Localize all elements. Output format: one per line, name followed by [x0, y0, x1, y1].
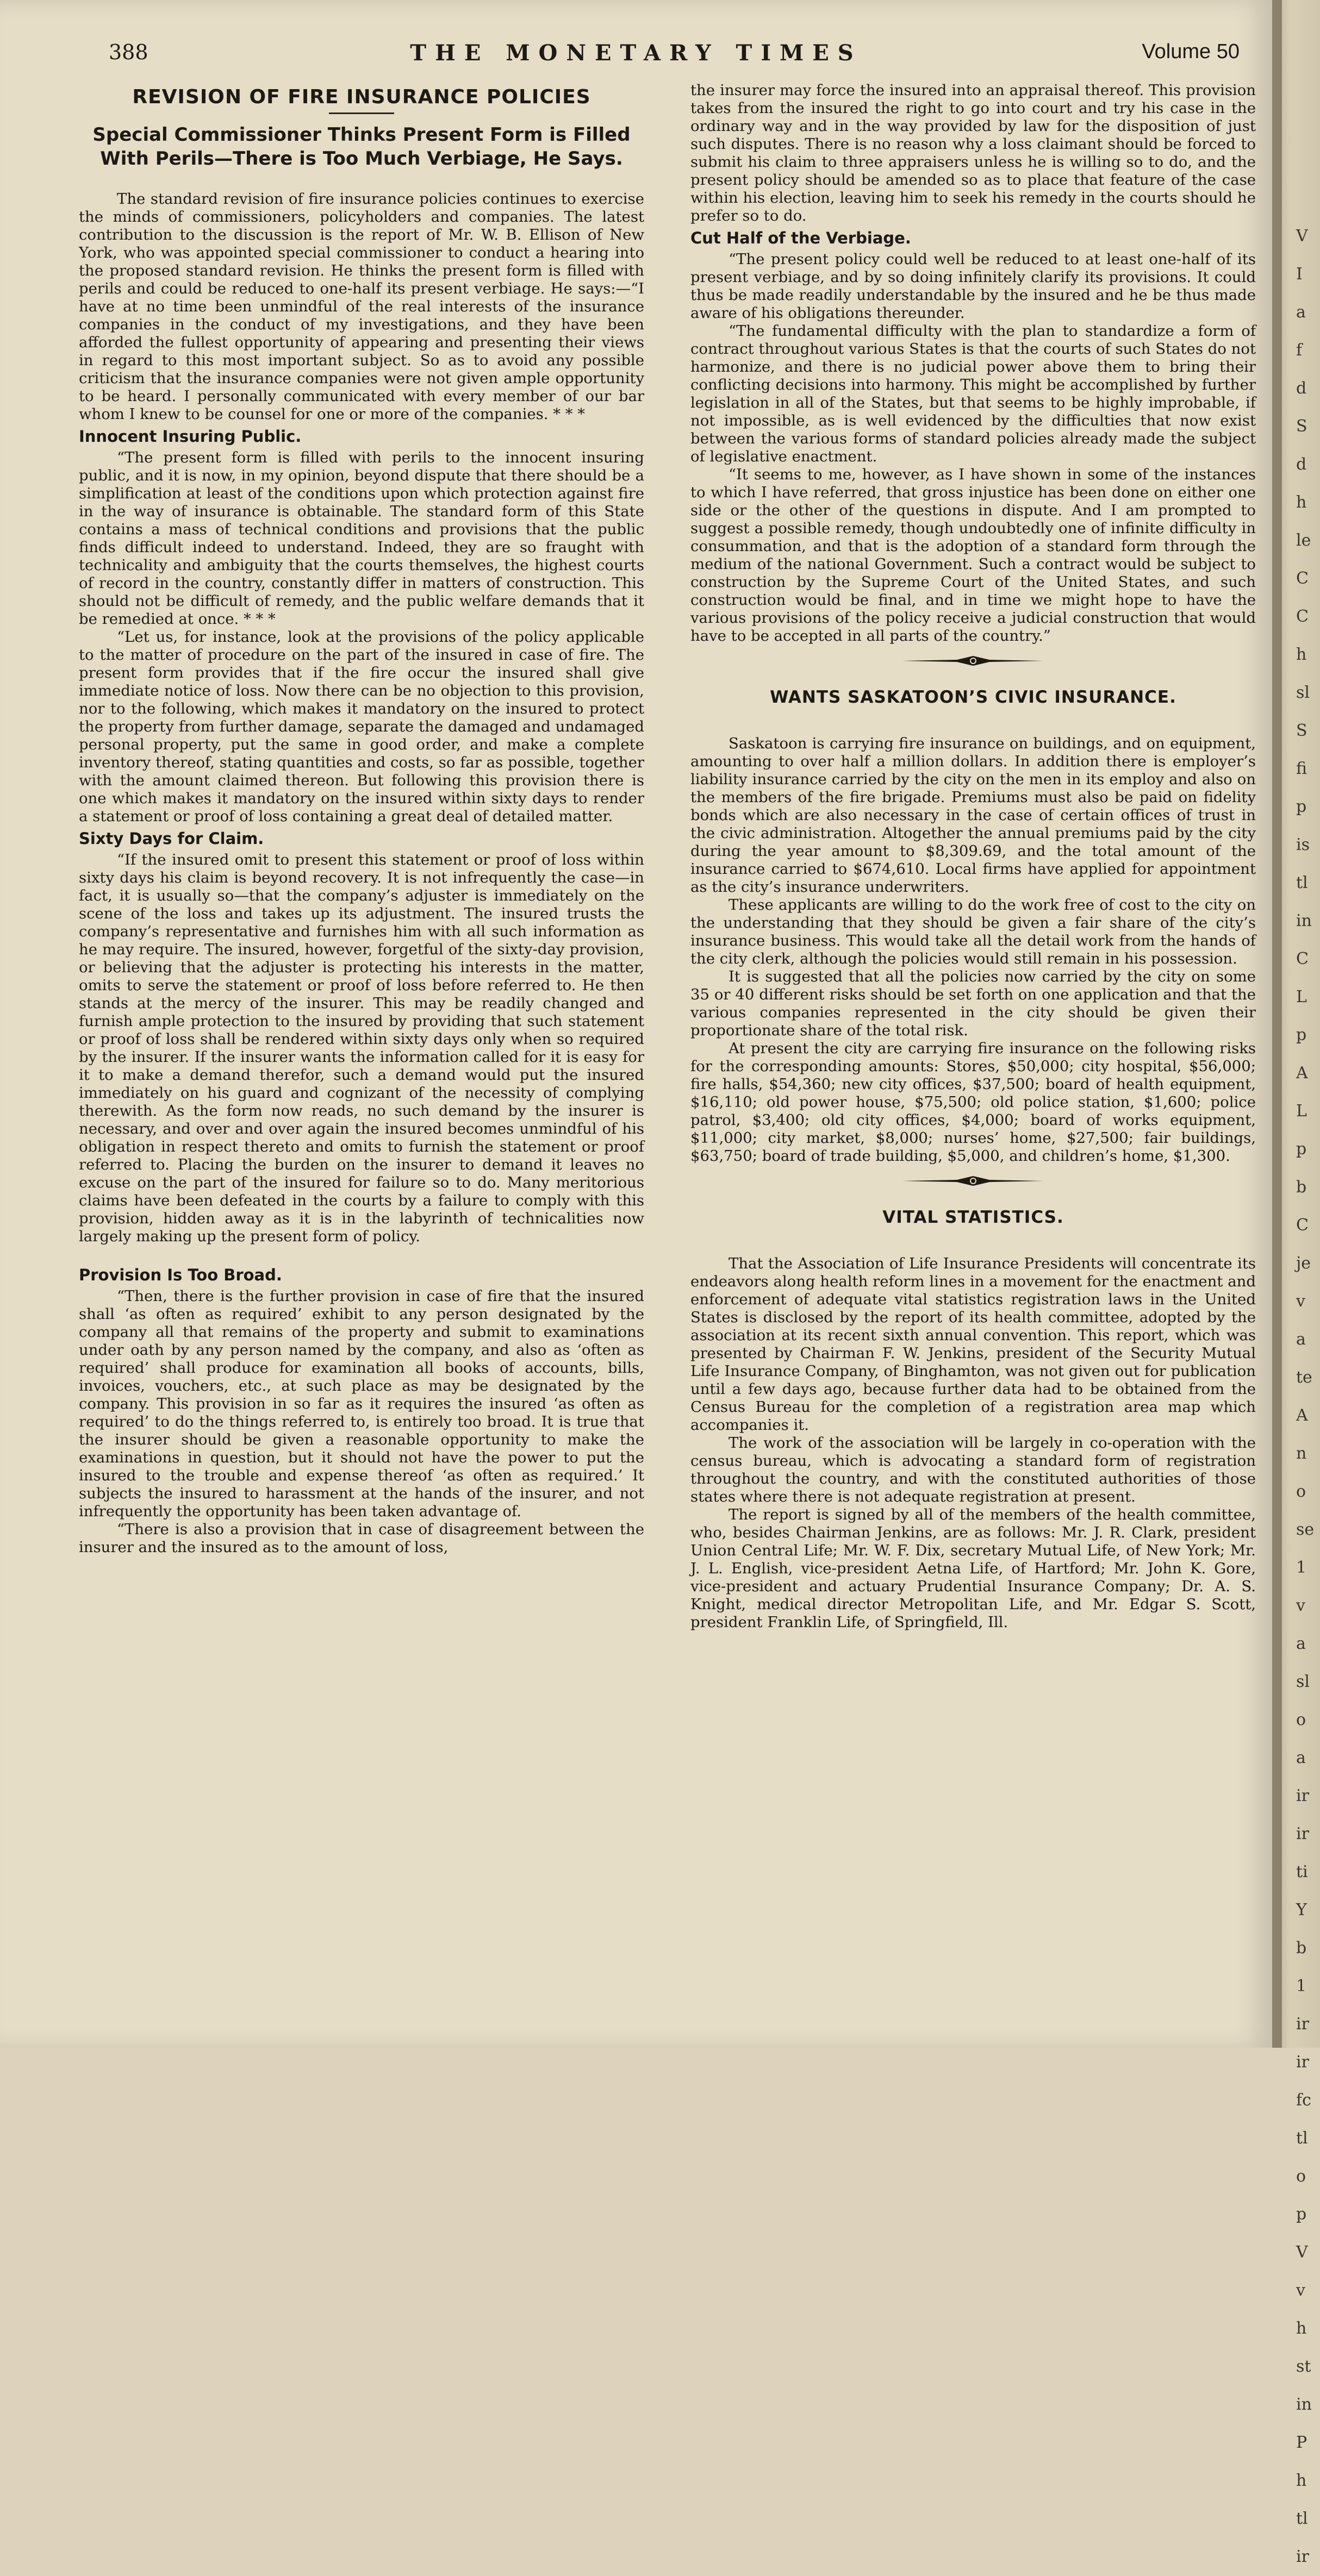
- facing-page-letter: ir: [1296, 1824, 1309, 1843]
- section-title-saskatoon: WANTS SASKATOON’S CIVIC INSURANCE.: [770, 687, 1176, 707]
- facing-page-letter: A: [1296, 1064, 1308, 1083]
- facing-page-letter: a: [1296, 1748, 1306, 1767]
- paragraph: the insurer may force the insured into an appraisal thereof. This provision takes from the insured the right to go into court and try his case in the ordinary way and in the way provided by law for the disposition of just such disputes. There is no reason why a loss claimant should be forced to submit his claim to three appraisers unless he is willing so to do, and the present policy should be amended so as to place that feature of the case within his election, leaving him to seek his remedy in the courts should he prefer so to do.: [690, 82, 1256, 224]
- section-title-vital-statistics: VITAL STATISTICS.: [882, 1208, 1064, 1227]
- facing-page-letter: C: [1296, 1216, 1309, 1235]
- paragraph: “The fundamental difficulty with the plan to standardize a form of contract throughout various States is that the courts of such States do not harmonize, and there is no judicial power above them to bring their conflicting decisions into harmony. This might be accomplished by further legislation in all of the States, but that seems to be highly improbable, if not impossible, as is well evidenced by the difficulties that now exist between the various forms of standard policies already made the subject of legislative enactment.: [690, 322, 1256, 465]
- facing-page-letter: je: [1296, 1254, 1311, 1273]
- facing-page-letter: h: [1296, 645, 1307, 664]
- facing-page-letter: ir: [1296, 1786, 1309, 1805]
- facing-page-letter: S: [1296, 721, 1307, 740]
- facing-page-letter: a: [1296, 303, 1306, 322]
- paragraph: At present the city are carrying fire insurance on the following risks for the corresponding amounts: Stores, $50,000; city hospital, $56,000; fire halls, $54,360; new city offices, $37,500; board of health equipment, $16,110; old power house, $75,500; old police station, $1,600; police patrol, $3,400; old city offices, $4,000; board of works equipment, $11,000; city market, $8,000; nurses’ home, $27,500; fair buildings, $63,750; board of trade building, $5,000, and children’s home, $1,300.: [690, 1040, 1256, 1165]
- facing-page-letter: v: [1296, 1292, 1305, 1311]
- facing-page-letter: L: [1296, 1102, 1307, 1121]
- facing-page-letter: v: [1296, 1596, 1305, 1615]
- paragraph: The work of the association will be largely in co-operation with the census bureau, which is advocating a standard form of registration throughout the country, and with the constituted authorities of those states where there is not adequate registration at present.: [690, 1434, 1256, 1505]
- paragraph: “If the insured omit to present this statement or proof of loss within sixty days his claim is beyond recovery. It is not infrequently the case—in fact, it is usually so—that the company’s adjuster is immediately on the scene of the loss and takes up its adjustment. The insured trusts the company’s representative and furnishes him with all such information as he may require. The insured, however, forgetful of the sixty-day provision, or believing that the adjuster is protecting his interests in the matter, omits to serve the statement or proof of loss before referred to. He then stands at the mercy of the insurer. This may be readily changed and furnish ample protection to the insured by providing that such statement or proof of loss shall be rendered within sixty days only when so required by the insurer. If the insurer wants the information called for it is easy for it to make a demand therefor, such a demand would put the insured immediately on his guard and cognizant of the necessity of complying therewith. As the form now reads, no such demand by the insurer is necessary, and over and over again the insured becomes unmindful of his obligation in respect thereto and omits to furnish the statement or proof referred to. Placing the burden on the insurer to demand it leaves no excuse on the part of the insured for failure so to do. Many meritorious claims have been defeated in the courts by a failure to comply with this provision, hidden away as it is in the labyrinth of technicalities now largely making up the present form of policy.: [79, 851, 644, 1245]
- facing-page-letter: n: [1296, 1444, 1307, 1463]
- facing-page-letter: 1: [1296, 1558, 1307, 1577]
- facing-page-letters: [1296, 217, 1314, 2576]
- facing-page-letter: L: [1296, 987, 1307, 1006]
- facing-page-letter: h: [1296, 493, 1307, 512]
- paragraph: These applicants are willing to do the work free of cost to the city on the understanding that they should be given a fair share of the city’s insurance business. This would take all the detail work from the hands of the city clerk, although the policies would still remain in his possession.: [690, 896, 1256, 967]
- facing-page-letter: p: [1296, 1026, 1307, 1045]
- facing-page-letter: P: [1296, 2433, 1307, 2452]
- paragraph: “The present policy could well be reduced to at least one-half of its present verbiage, and by so doing infinitely clarify its provisions. It could thus be made readily understandable by the insured and he be thus made aware of his obligations thereunder.: [690, 251, 1256, 322]
- facing-page-letter: v: [1296, 2281, 1305, 2300]
- facing-page-letter: fc: [1296, 2091, 1311, 2110]
- left-column: [79, 82, 644, 1556]
- article-title: REVISION OF FIRE INSURANCE POLICIES: [132, 86, 591, 108]
- facing-page-letter: p: [1296, 2205, 1307, 2224]
- paragraph: “Then, there is the further provision in case of fire that the insured shall ‘as often as required’ exhibit to any person designated by the company all that remains of the property and submit to examinations under oath by any person named by the company, and also as ‘often as required’ shall produce for examination all books of accounts, bills, invoices, vouchers, etc., at such place as may be designated by the company. This provision in so far as it requires the insured ‘as often as required’ to do the things referred to, is entirely too broad. It is true that the insurer should be given a reasonable opportunity to make the examinations in question, but it should not have the power to put the insured to the trouble and expense thereof ‘as often as required.’ It subjects the insured to harassment at the hands of the insurer, and not infrequently the opportunity has been taken advantage of.: [79, 1287, 644, 1520]
- paragraph: Saskatoon is carrying fire insurance on buildings, and on equipment, amounting to over half a million dollars. In addition there is employer’s liability insurance carried by the city on the men in its employ and also on the members of the fire brigade. Premiums must also be paid on fidelity bonds which are also necessary in the case of certain offices of trust in the civic administration. Altogether the annual premiums paid by the city during the year amount to $8,309.69, and the total amount of the insurance carried to $674,610. Local firms have applied for appointment as the city’s insurance underwriters.: [690, 735, 1256, 896]
- facing-page-letter: V: [1296, 227, 1308, 246]
- volume-label: Volume 50: [1142, 40, 1240, 63]
- facing-page-letter: b: [1296, 1939, 1307, 1958]
- paragraph: That the Association of Life Insurance Presidents will concentrate its endeavors along health reform lines in a movement for the enactment and enforcement of adequate vital statistics registration laws in the United States is disclosed by the report of its health committee, adopted by the association at its recent sixth annual convention. This report, which was presented by Chairman F. W. Jenkins, president of the Security Mutual Life Insurance Company, of Binghamton, was not given out for publication until a few days ago, because further data had to be obtained from the Census Bureau for the completion of a registration area map which accompanies it.: [690, 1255, 1256, 1434]
- facing-page-letter: ir: [1296, 2547, 1309, 2566]
- facing-page-letter: se: [1296, 1520, 1315, 1539]
- facing-page-letter: a: [1296, 1634, 1306, 1653]
- right-column: [690, 82, 1256, 1631]
- facing-page-letter: tl: [1296, 873, 1308, 892]
- facing-page-letter: I: [1296, 265, 1303, 284]
- subheading-innocent-public: Innocent Insuring Public.: [79, 427, 302, 446]
- paragraph: It is suggested that all the policies now carried by the city on some 35 or 40 different risks should be set forth on one application and that the various companies represented in the city should be given their proportionate share of the total risk.: [690, 968, 1256, 1039]
- facing-page-letter: h: [1296, 2319, 1307, 2338]
- facing-page-letter: tl: [1296, 2129, 1308, 2148]
- facing-page-letter: ir: [1296, 2015, 1309, 2034]
- paragraph: “Let us, for instance, look at the provisions of the policy applicable to the matter of procedure on the part of the insured in case of fire. The present form provides that if the fire occur the insured shall give immediate notice of loss. Now there can be no objection to this provision, nor to the following, which makes it mandatory on the insured to protect the property from further damage, separate the damaged and undamaged personal property, put the same in good order, and make a complete inventory thereof, stating quantities and costs, so far as possible, together with the amount claimed thereon. But following this provision there is one which makes it mandatory on the insured within sixty days to render a statement or proof of loss containing a great deal of detailed matter.: [79, 628, 644, 825]
- facing-page-letter: a: [1296, 1330, 1306, 1349]
- facing-page-letter: sl: [1296, 683, 1310, 702]
- facing-page-letter: b: [1296, 1178, 1307, 1197]
- page-number: 388: [109, 40, 148, 64]
- facing-page-letter: ir: [1296, 2053, 1309, 2072]
- facing-page-letter: in: [1296, 911, 1312, 930]
- facing-page-letter: C: [1296, 569, 1309, 588]
- facing-page-letter: V: [1296, 2243, 1308, 2262]
- facing-page-letter: h: [1296, 2471, 1307, 2490]
- ornament-divider-icon: [902, 1175, 1044, 1187]
- facing-page-letter: st: [1296, 2357, 1311, 2376]
- facing-page-letter: fi: [1296, 759, 1307, 778]
- facing-page-letter: Y: [1296, 1900, 1307, 1920]
- facing-page-letter: is: [1296, 835, 1310, 854]
- journal-title: THE MONETARY TIMES: [410, 40, 862, 66]
- facing-page-letter: o: [1296, 2167, 1306, 2186]
- ornament-divider-icon: [902, 655, 1044, 667]
- facing-page-letter: in: [1296, 2395, 1312, 2414]
- facing-page-letter: f: [1296, 341, 1303, 360]
- facing-page-letter: S: [1296, 417, 1307, 436]
- facing-page-letter: C: [1296, 607, 1309, 626]
- facing-page-letter: ti: [1296, 1862, 1308, 1881]
- subheading-cut-half: Cut Half of the Verbiage.: [690, 229, 911, 247]
- facing-page-letter: p: [1296, 797, 1307, 816]
- facing-page-letter: d: [1296, 455, 1307, 474]
- subheading-sixty-days: Sixty Days for Claim.: [79, 829, 264, 848]
- facing-page-edge: [1272, 0, 1320, 2566]
- page-header: [0, 33, 1272, 71]
- subheading-too-broad: Provision Is Too Broad.: [79, 1266, 282, 1284]
- facing-page-letter: te: [1296, 1368, 1312, 1387]
- facing-page-letter: A: [1296, 1406, 1308, 1425]
- title-rule: [329, 112, 394, 114]
- facing-page-letter: o: [1296, 1482, 1306, 1501]
- facing-page-letter: o: [1296, 1710, 1306, 1729]
- facing-page-letter: C: [1296, 949, 1309, 968]
- paragraph: “It seems to me, however, as I have shown in some of the instances to which I have referred, that gross injustice has been done on either one side or the other of the questions in dispute. And I am prompted to suggest a possible remedy, though undoubtedly one of infinite difficulty in consummation, and that is the adoption of a standard form through the medium of the national Government. Such a contract would be subject to construction by the Supreme Court of the United States, and such construction would be final, and in time we might hope to have the various provisions of the policy receive a judicial construction that would have to be accepted in all parts of the country.”: [690, 466, 1256, 645]
- paragraph: “There is also a provision that in case of disagreement between the insurer and the insured as to the amount of loss,: [79, 1521, 644, 1556]
- facing-page-letter: 1: [1296, 1977, 1307, 1996]
- facing-page-letter: d: [1296, 379, 1307, 398]
- paragraph: “The present form is filled with perils to the innocent insuring public, and it is now, in my opinion, beyond dispute that there should be a simplification at least of the conditions upon which protection against fire in the way of insurance is obtainable. The standard form of this State contains a mass of technical conditions and provisions that the public finds difficult indeed to understand. Indeed, they are so fraught with technicality and ambiguity that the courts themselves, the highest courts of record in the country, constantly differ in matters of construction. This should not be difficult of remedy, and the public welfare demands that it be remedied at once. * * *: [79, 449, 644, 628]
- facing-page-letter: tl: [1296, 2509, 1308, 2528]
- article-subtitle: Special Commissioner Thinks Present Form is Filled With Perils—There is Too Much Verbiage, He Says.: [92, 124, 631, 170]
- facing-page-letter: sl: [1296, 1672, 1310, 1691]
- paragraph: The report is signed by all of the members of the health committee, who, besides Chairman Jenkins, are as follows: Mr. J. R. Clark, president Union Central Life; Mr. W. F. Dix, secretary Mutual Life, of New York; Mr. J. L. English, vice-president Aetna Life, of Hartford; Mr. John K. Gore, vice-president and actuary Prudential Insurance Company; Dr. A. S. Knight, medical director Metropolitan Life, and Mr. Edgar S. Scott, president Franklin Life, of Springfield, Ill.: [690, 1506, 1256, 1631]
- facing-page-letter: p: [1296, 1140, 1307, 1159]
- facing-page-letter: le: [1296, 531, 1311, 550]
- paragraph: The standard revision of fire insurance policies continues to exercise the minds of commissioners, policyholders and companies. The latest contribution to the discussion is the report of Mr. W. B. Ellison of New York, who was appointed special commissioner to conduct a hearing into the proposed standard revision. He thinks the present form is filled with perils and could be reduced to one-half its present verbiage. He says:—“I have at no time been unmindful of the real interests of the insurance companies in the conduct of my investigations, and they have been afforded the fullest opportunity of appearing and presenting their views in regard to this most important subject. So as to avoid any possible criticism that the insurance companies were not given ample opportunity to be heard. I personally communicated with every member of our bar whom I knew to be counsel for one or more of the companies. * * *: [79, 190, 644, 423]
